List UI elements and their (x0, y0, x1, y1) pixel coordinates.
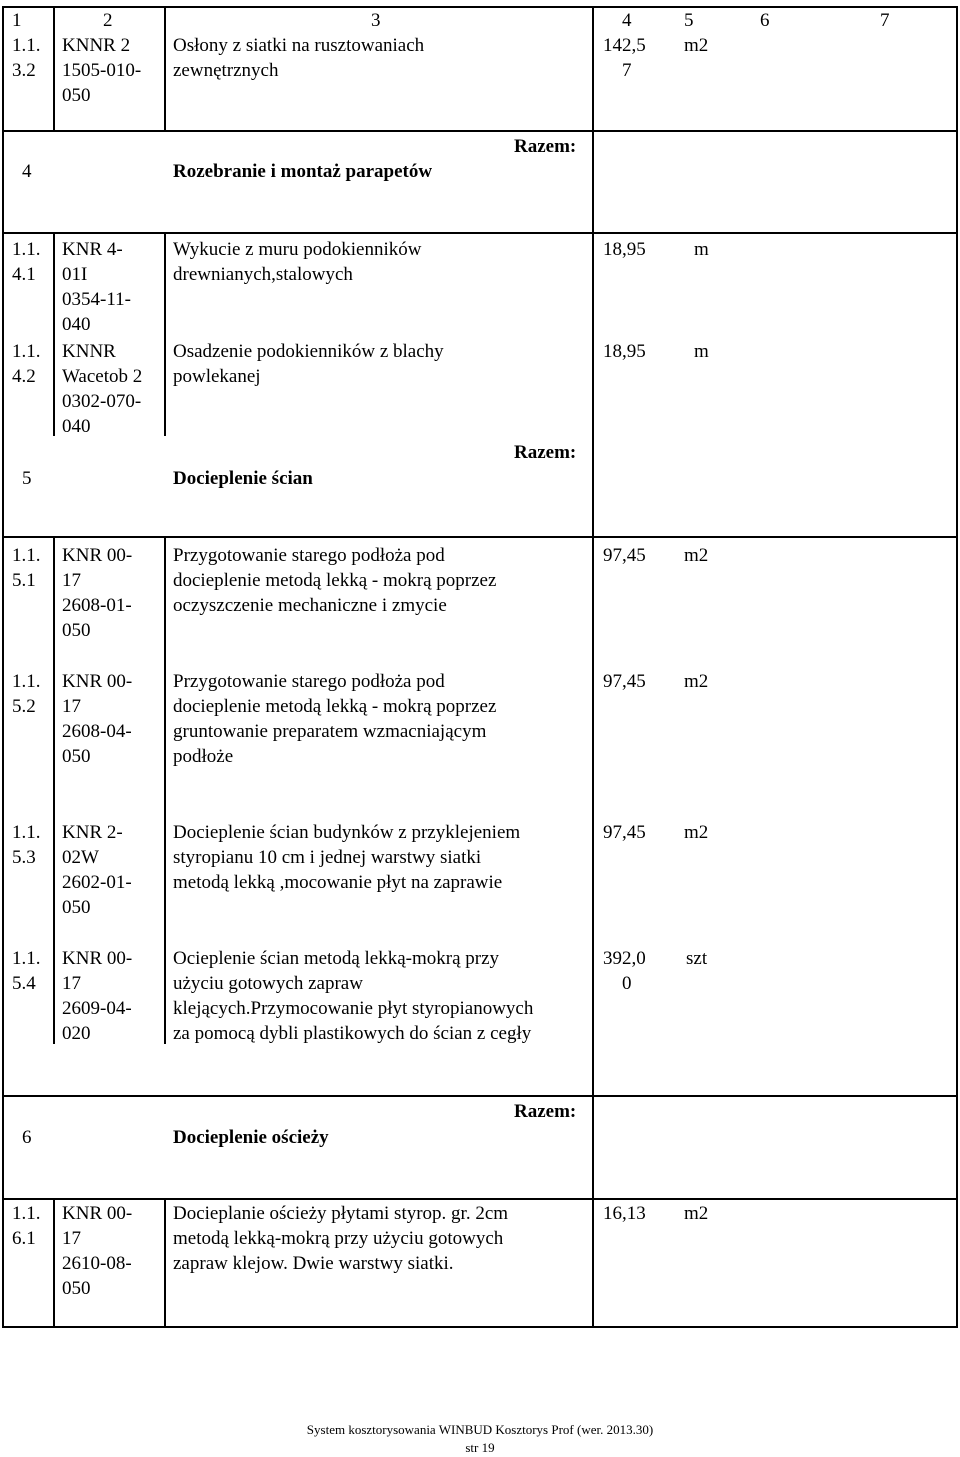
row-lp: 1.1. (12, 341, 41, 362)
row-code: 050 (62, 620, 91, 641)
row-qty: 142,5 (603, 35, 646, 56)
row-lp: 5.4 (12, 973, 36, 994)
row-unit: m2 (684, 822, 709, 843)
row-qty: 16,13 (603, 1203, 646, 1224)
row-unit: szt (686, 948, 708, 969)
col-sep-1c (53, 536, 55, 1044)
row-qty: 0 (622, 973, 632, 994)
row-desc: oczyszczenie mechaniczne i zmycie (173, 595, 447, 616)
col-sep-2 (164, 6, 166, 130)
row-desc: Przygotowanie starego podłoża pod (173, 671, 445, 692)
row-desc: Docieplenie ścian budynków z przyklejeniem (173, 822, 521, 843)
col-sep-2c (164, 536, 166, 1044)
row-lp: 5.1 (12, 570, 36, 591)
header-col-7: 7 (880, 10, 890, 31)
row-code: 020 (62, 1023, 91, 1044)
row-desc: Osadzenie podokienników z blachy (173, 341, 444, 362)
row-lp: 5.3 (12, 847, 36, 868)
razem-label: Razem: (514, 136, 577, 157)
row-code: 17 (62, 570, 81, 591)
row-code: KNNR 2 (62, 35, 131, 56)
row-desc: zewnętrznych (173, 60, 279, 81)
header-col-2: 2 (103, 10, 113, 31)
row-lp: 1.1. (12, 239, 41, 260)
row-desc: Osłony z siatki na rusztowaniach (173, 35, 425, 56)
header-col-4: 4 (622, 10, 632, 31)
col-sep-2b (164, 232, 166, 436)
header-col-6: 6 (760, 10, 770, 31)
table-border-top (2, 6, 958, 8)
row-lp: 1.1. (12, 822, 41, 843)
row-lp: 1.1. (12, 1203, 41, 1224)
razem-label: Razem: (514, 1101, 577, 1122)
row-code: Wacetob 2 (62, 366, 143, 387)
footer-system-name: System kosztorysowania WINBUD Kosztorys Prof (wer. 2013.30) (306, 1422, 654, 1437)
row-unit: m2 (684, 1203, 709, 1224)
row-desc: docieplenie metodą lekką - mokrą poprzez (173, 696, 497, 717)
row-lp: 4.2 (12, 366, 36, 387)
table-border-right (956, 6, 958, 1327)
section-title: Docieplenie ościeży (173, 1127, 329, 1148)
row-qty: 97,45 (603, 545, 646, 566)
row-line (2, 232, 958, 234)
row-code: 050 (62, 85, 91, 106)
row-unit: m (694, 341, 709, 362)
row-qty: 7 (622, 60, 632, 81)
row-code: 17 (62, 696, 81, 717)
header-col-5: 5 (684, 10, 694, 31)
row-qty: 97,45 (603, 671, 646, 692)
row-lp: 5.2 (12, 696, 36, 717)
row-lp: 6.1 (12, 1228, 36, 1249)
row-unit: m2 (684, 671, 709, 692)
col-sep-3 (592, 6, 594, 1327)
row-code: 040 (62, 416, 91, 437)
row-desc: Wykucie z muru podokienników (173, 239, 422, 260)
row-line (2, 536, 958, 538)
row-code: 040 (62, 314, 91, 335)
row-lp: 1.1. (12, 671, 41, 692)
footer-page-number: str 19 (465, 1440, 495, 1455)
razem-label: Razem: (514, 442, 577, 463)
row-line (2, 1198, 958, 1200)
table-border-bottom (2, 1326, 958, 1328)
row-desc: metodą lekką-mokrą przy użyciu gotowych (173, 1228, 504, 1249)
col-sep-1 (53, 6, 55, 130)
header-col-3: 3 (371, 10, 381, 31)
row-lp: 3.2 (12, 60, 36, 81)
row-code: KNNR (62, 341, 116, 362)
section-number: 4 (22, 161, 32, 182)
row-line (2, 1095, 958, 1097)
row-code: 2602-01- (62, 872, 132, 893)
row-qty: 18,95 (603, 239, 646, 260)
row-code: KNR 2- (62, 822, 123, 843)
row-lp: 1.1. (12, 545, 41, 566)
row-code: 17 (62, 973, 81, 994)
row-desc: za pomocą dybli plastikowych do ścian z cegły (173, 1023, 532, 1044)
row-code: 050 (62, 746, 91, 767)
row-desc: klejących.Przymocowanie płyt styropianowych (173, 998, 534, 1019)
row-qty: 18,95 (603, 341, 646, 362)
section-number: 5 (22, 468, 32, 489)
row-desc: podłoże (173, 746, 234, 767)
section-title: Docieplenie ścian (173, 468, 313, 489)
section-number: 6 (22, 1127, 32, 1148)
row-code: 050 (62, 897, 91, 918)
col-sep-2d (164, 1198, 166, 1327)
col-sep-1d (53, 1198, 55, 1327)
row-desc: styropianu 10 cm i jednej warstwy siatki (173, 847, 482, 868)
row-lp: 1.1. (12, 948, 41, 969)
row-code: 1505-010- (62, 60, 142, 81)
row-unit: m2 (684, 35, 709, 56)
row-desc: drewnianych,stalowych (173, 264, 353, 285)
row-desc: użyciu gotowych zapraw (173, 973, 363, 994)
row-desc: Przygotowanie starego podłoża pod (173, 545, 445, 566)
row-lp: 4.1 (12, 264, 36, 285)
section-title: Rozebranie i montaż parapetów (173, 161, 433, 182)
row-code: KNR 4- (62, 239, 123, 260)
row-code: 0302-070- (62, 391, 142, 412)
row-desc: docieplenie metodą lekką - mokrą poprzez (173, 570, 497, 591)
row-unit: m (694, 239, 709, 260)
row-code: 17 (62, 1228, 81, 1249)
row-line (2, 130, 958, 132)
row-qty: 97,45 (603, 822, 646, 843)
header-col-1: 1 (12, 10, 22, 31)
row-code: 01I (62, 264, 88, 285)
col-sep-1b (53, 232, 55, 436)
row-code: 2608-01- (62, 595, 132, 616)
row-desc: powlekanej (173, 366, 261, 387)
row-lp: 1.1. (12, 35, 41, 56)
row-desc: metodą lekką ,mocowanie płyt na zaprawie (173, 872, 503, 893)
row-code: 050 (62, 1278, 91, 1299)
row-qty: 392,0 (603, 948, 646, 969)
row-code: 2609-04- (62, 998, 132, 1019)
row-unit: m2 (684, 545, 709, 566)
row-desc: gruntowanie preparatem wzmacniającym (173, 721, 487, 742)
row-code: KNR 00- (62, 948, 133, 969)
row-desc: Docieplanie ościeży płytami styrop. gr. 2cm (173, 1203, 509, 1224)
row-code: 0354-11- (62, 289, 131, 310)
row-code: 2608-04- (62, 721, 132, 742)
row-code: KNR 00- (62, 545, 133, 566)
table-border-left (2, 6, 4, 1327)
row-code: KNR 00- (62, 1203, 133, 1224)
row-desc: zapraw klejow. Dwie warstwy siatki. (173, 1253, 454, 1274)
row-desc: Ocieplenie ścian metodą lekką-mokrą przy (173, 948, 500, 969)
row-code: 02W (62, 847, 99, 868)
row-code: 2610-08- (62, 1253, 132, 1274)
row-code: KNR 00- (62, 671, 133, 692)
